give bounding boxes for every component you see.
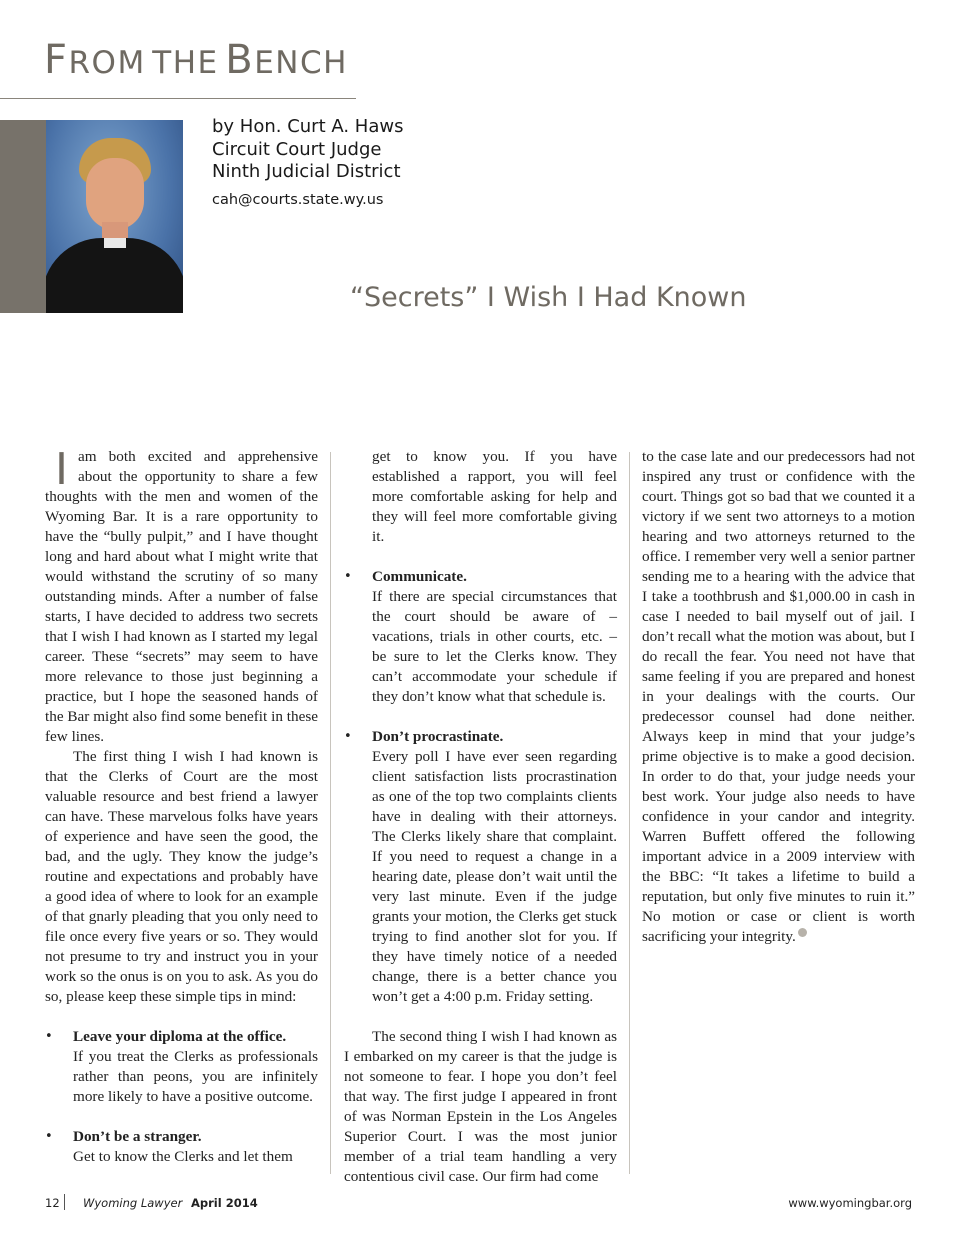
author-email: cah@courts.state.wy.us (212, 191, 384, 208)
bullet-icon: • (344, 729, 352, 744)
drop-cap: I (55, 444, 68, 495)
tip-heading: Communicate. (372, 568, 467, 585)
issue-date: April 2014 (191, 1196, 258, 1210)
body-paragraph: to the case late and our predecessors had not inspired any trust or confidence with the court. Things got so bad that we counted it a victory if we sent two attorneys to a motion hearing and two attorneys returned to the office. I remember very well a senior partner sending me to a hearing with the advice that I take a toothbrush and $1,000.00 in cash in case I needed to bail myself out of jail. I don’t recall what the motion was about, but I do recall the fear. You need not have that same feeling if you are prepared and honest in your dealings with the courts. Our predecessor counsel had done neither. Always keep in mind that your judge’s prime objective is to make a good decision. In order to do that, your judge needs your best work. Your judge also needs to have confidence in your candor and integrity. Warren Buffett offered the following important advice in a 2009 interview with the BBC: “It takes a lifetime to build a reputation, but only five minutes to ruin it.” No motion or case or client is worth sacrificing your integrity. (642, 448, 915, 945)
page-number: 12 (45, 1196, 60, 1210)
bullet-icon: • (344, 569, 352, 584)
decorative-side-bar (0, 120, 46, 313)
byline-position: Circuit Court Judge (212, 138, 382, 160)
column-divider (330, 452, 331, 1174)
department-title: FROM THE BENCH (44, 37, 348, 83)
tip-continuation (344, 447, 617, 547)
tip-item (45, 1027, 318, 1107)
tip-text: Get to know the Clerks and let them (73, 1148, 293, 1165)
article-column-2 (344, 447, 617, 1187)
tip-text: get to know you. If you have established a rapport, you will feel more comfortable asking for help and they will feel more comfortable giving it. (372, 448, 617, 545)
tip-text: If you treat the Clerks as professionals rather than peons, you are infinitely more likely to have a positive outcome. (73, 1048, 318, 1105)
article-column-1 (45, 444, 318, 1167)
tip-text: Every poll I have ever seen regarding client satisfaction lists procrastination as one of the top two complaints clients have in dealing with their attorneys. The Clerks likely share that complaint. If you need to request a change in a hearing date, please don’t wait until the very last minute. Even if the judge grants your motion, the Clerks get stuck trying to find another slot for you. If they have timely notice of a needed change, there is a better chance you won’t get a 4:00 p.m. Friday setting. (372, 748, 617, 1005)
website-link[interactable]: www.wyomingbar.org (788, 1196, 912, 1210)
bullet-icon: • (45, 1129, 53, 1144)
body-paragraph: The second thing I wish I had known as I embarked on my career is that the judge is not someone to fear. I hope you don’t feel that way. The first judge I appeared in front of was Norman Epstein in the Los Angeles Superior Court. I was the most junior member of a trial team handling a very contentious civil case. Our firm had come (344, 1028, 617, 1185)
tip-item (344, 727, 617, 1007)
tip-item (344, 567, 617, 707)
tip-heading: Don’t be a stranger. (73, 1128, 202, 1145)
tip-heading: Don’t procrastinate. (372, 728, 504, 745)
footer-divider (64, 1194, 65, 1210)
tip-heading: Leave your diploma at the office. (73, 1028, 287, 1045)
article-title: “Secrets” I Wish I Had Known (350, 282, 747, 313)
intro-paragraph: Iam both excited and apprehensive about the opportunity to share a few thoughts with the men and women of the Wyoming Bar. It is a rare opportunity to have the “bully pulpit,” and I have thought long and hard about what I might write that would withstand the scrutiny of so many outstanding minds. After a number of false starts, I have decided to address two secrets that I wish I had known as I started my legal career. These “secrets” may seem to have more relevance to those just beginning a practice, but I hope the seasoned hands of the Bar might also find some benefit in these few lines. (45, 444, 318, 745)
column-divider (629, 452, 630, 1174)
body-paragraph: The first thing I wish I had known is that the Clerks of Court are the most valuable resource and best friend a lawyer can have. These marvelous folks have years of experience and have seen the good, the bad, and the ugly. They know the judge’s routine and expectations and probably have a good idea of where to look for an example of that gnarly pleading that you only need to file once every five years or so. They would not presume to try and instruct you in your work so the onus is on you to ask. As you do so, please keep these simple tips in mind: (45, 748, 318, 1005)
magazine-name: Wyoming Lawyer (83, 1196, 183, 1210)
byline-author: by Hon. Curt A. Haws (212, 116, 404, 137)
tip-text: If there are special circumstances that the court should be aware of – vacations, trials in other courts, etc. – be sure to let the Clerks know. They can’t accommodate your schedule if they don’t know what that schedule is. (372, 588, 617, 705)
page-footer (45, 1194, 912, 1212)
author-byline (212, 116, 403, 211)
title-divider (0, 98, 356, 99)
article-column-3 (642, 447, 915, 947)
end-mark-icon (798, 928, 807, 937)
tip-item (45, 1127, 318, 1167)
byline-district: Ninth Judicial District (212, 161, 401, 182)
author-photo (46, 120, 183, 313)
bullet-icon: • (45, 1029, 53, 1044)
